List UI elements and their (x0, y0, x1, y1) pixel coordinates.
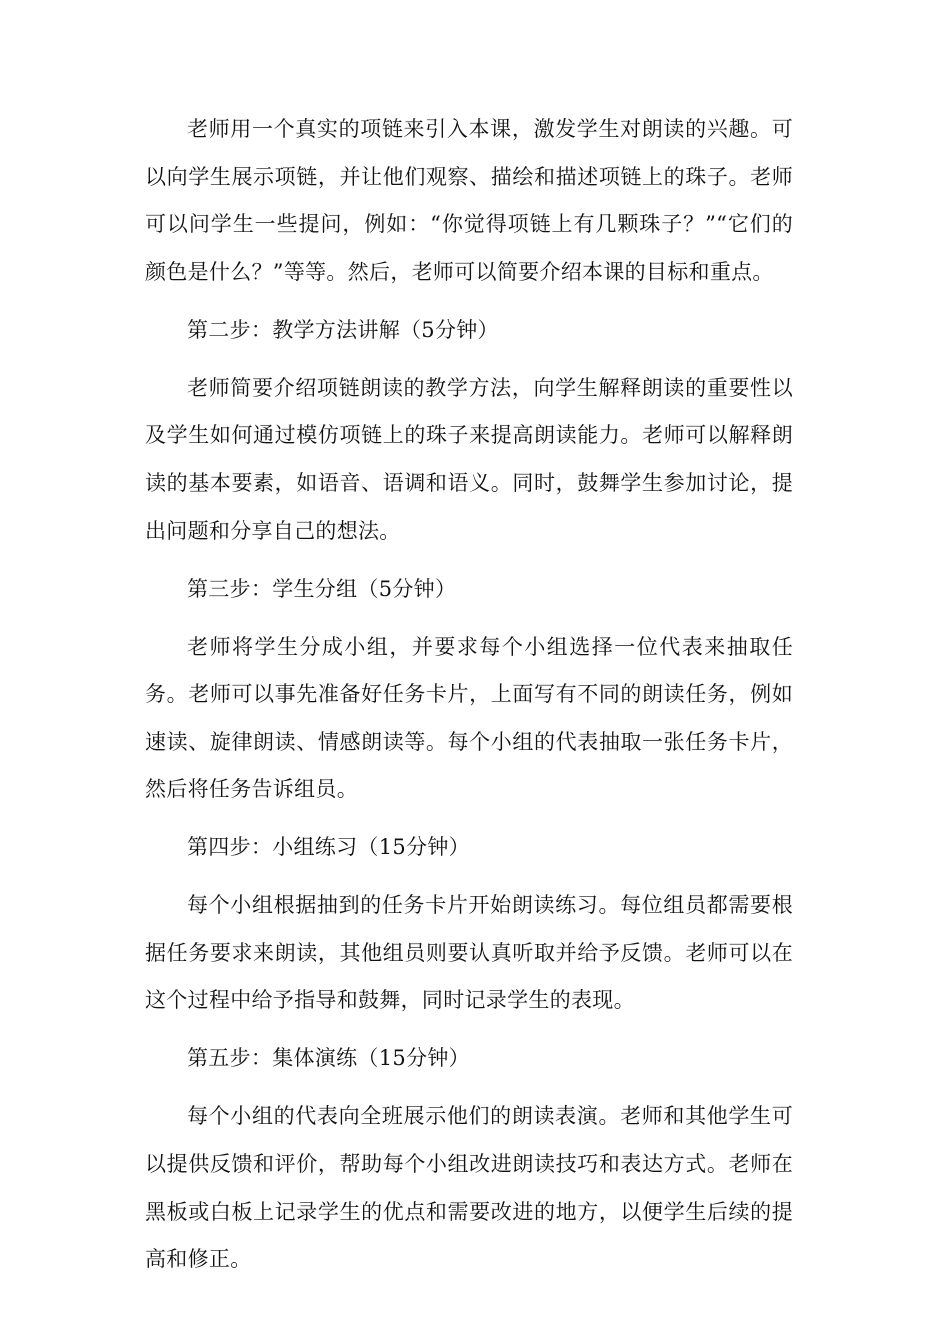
paragraph-collective-rehearsal: 每个小组的代表向全班展示他们的朗读表演。老师和其他学生可以提供反馈和评价，帮助每个小组改进朗读技巧和表达方式。老师在黑板或白板上记录学生的优点和需要改进的地方，以便学生后续的提高和修正。 (145, 1104, 793, 1272)
step-heading-5: 第五步：集体演练（15分钟） (187, 1046, 470, 1071)
paragraph-group-practice: 每个小组根据抽到的任务卡片开始朗读练习。每位组员都需要根据任务要求来朗读，其他组员则要认真听取并给予反馈。老师可以在这个过程中给予指导和鼓舞，同时记录学生的表现。 (145, 893, 793, 1013)
step-heading-4: 第四步：小组练习（15分钟） (187, 835, 470, 860)
step-heading-2: 第二步：教学方法讲解（5分钟） (187, 317, 499, 342)
step-heading-3: 第三步：学生分组（5分钟） (187, 576, 457, 601)
paragraph-method: 老师简要介绍项链朗读的教学方法，向学生解释朗读的重要性以及学生如何通过模仿项链上的珠子来提高朗读能力。老师可以解释朗读的基本要素，如语音、语调和语义。同时，鼓舞学生参加讨论，提出问题和分享自己的想法。 (145, 375, 793, 543)
paragraph-grouping: 老师将学生分成小组，并要求每个小组选择一位代表来抽取任务。老师可以事先准备好任务卡片，上面写有不同的朗读任务，例如速读、旋律朗读、情感朗读等。每个小组的代表抽取一张任务卡片，然后将任务告诉组员。 (145, 634, 793, 802)
paragraph-introduction: 老师用一个真实的项链来引入本课，激发学生对朗读的兴趣。可以向学生展示项链，并让他们观察、描绘和描述项链上的珠子。老师可以问学生一些提问，例如：“你觉得项链上有几颗珠子？”“它们的颜色是什么？”等等。然后，老师可以简要介绍本课的目标和重点。 (145, 117, 793, 284)
document-body (145, 106, 793, 1294)
